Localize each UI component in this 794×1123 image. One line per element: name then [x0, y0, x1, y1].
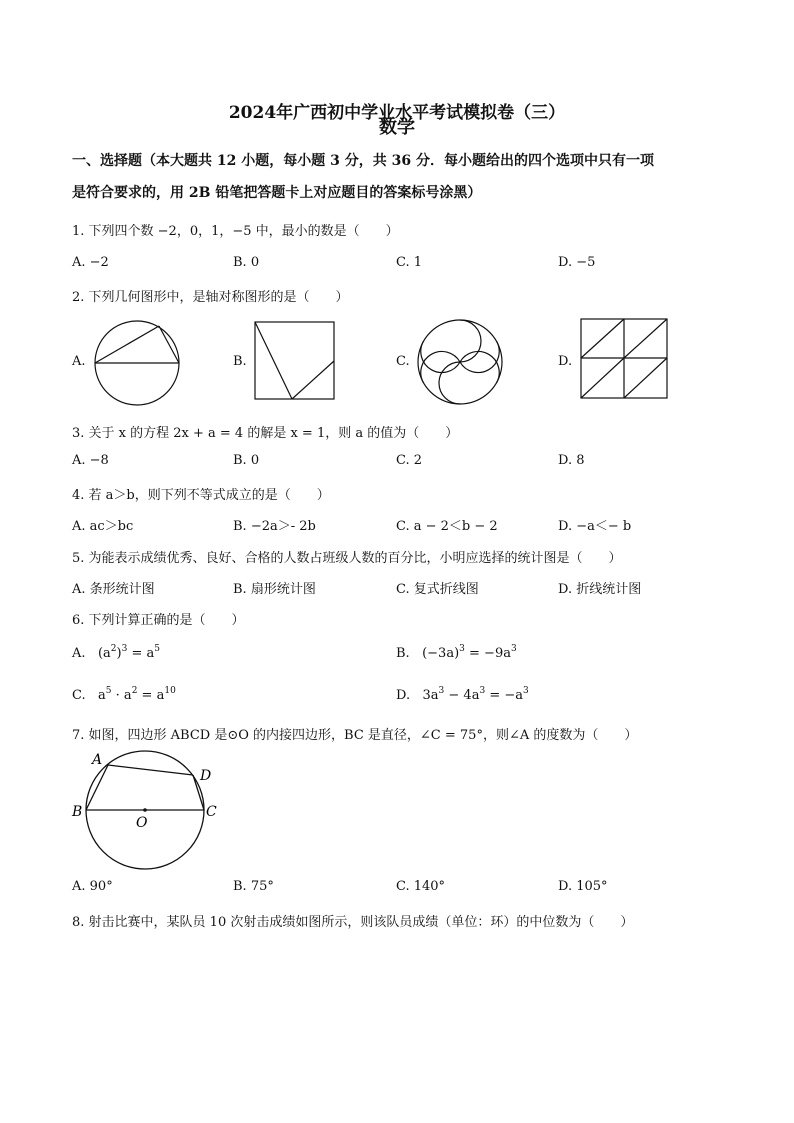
q5-option-a: A. 条形统计图 — [72, 582, 155, 597]
q2-figure-a — [90, 318, 184, 408]
q7-option-b: B. 75° — [233, 879, 274, 894]
point-label-d: D — [200, 768, 212, 784]
q3-option-d: D. 8 — [558, 453, 585, 468]
q5-option-d: D. 折线统计图 — [558, 582, 642, 597]
point-label-a: A — [92, 752, 103, 768]
q1-option-b: B. 0 — [233, 255, 260, 270]
page-title: 2024年广西初中学业水平考试模拟卷（三） — [228, 103, 566, 123]
q7-circle-figure — [72, 745, 232, 875]
q2-label-c: C. — [396, 354, 410, 369]
q2-figure-d — [580, 318, 668, 400]
question-3-stem: 3. 关于 x 的方程 2x + a = 4 的解是 x = 1，则 a 的值为（ ） — [72, 426, 459, 441]
q6-option-b: B. $(-3a)^3 = -9a^3$ — [396, 644, 517, 661]
q6-option-d: D. $3a^3 - 4a^3 = -a^3$ — [396, 686, 529, 703]
point-label-c: C — [206, 804, 217, 820]
question-6-stem: 6. 下列计算正确的是（ ） — [72, 613, 245, 628]
q6-option-b-label: B. — [396, 646, 410, 661]
q4-option-a: A. ac＞bc — [72, 519, 134, 534]
question-2-stem: 2. 下列几何图形中，是轴对称图形的是（ ） — [72, 290, 349, 305]
question-5-stem: 5. 为能表示成绩优秀、良好、合格的人数占班级人数的百分比，小明应选择的统计图是（ ） — [72, 551, 622, 566]
q2-figure-c — [416, 318, 504, 406]
question-7-stem: 7. 如图，四边形 ABCD 是⊙O 的内接四边形，BC 是直径，∠C = 75°，则∠A 的度数为（ ） — [72, 728, 638, 743]
q4-option-b: B. −2a＞- 2b — [233, 519, 316, 534]
q1-option-c: C. 1 — [396, 255, 423, 270]
question-4-stem: 4. 若 a＞b，则下列不等式成立的是（ ） — [72, 488, 330, 503]
q6-option-a: A. $(a^2)^3 = a^5$ — [72, 644, 160, 661]
q7-option-c: C. 140° — [396, 879, 446, 894]
q5-option-b: B. 扇形统计图 — [233, 582, 316, 597]
subject-title: 数学 — [379, 117, 415, 138]
q3-option-c: C. 2 — [396, 453, 423, 468]
question-8-stem: 8. 射击比赛中，某队员 10 次射击成绩如图所示，则该队员成绩（单位：环）的中位数为（ ） — [72, 915, 634, 930]
q1-option-a: A. −2 — [72, 255, 109, 270]
q4-option-c: C. a − 2＜b − 2 — [396, 519, 498, 534]
q7-option-a: A. 90° — [72, 879, 113, 894]
q7-option-d: D. 105° — [558, 879, 608, 894]
q4-option-d: D. −a＜− b — [558, 519, 632, 534]
q2-label-b: B. — [233, 354, 247, 369]
question-1-stem: 1. 下列四个数 −2，0，1，−5 中，最小的数是（ ） — [72, 224, 399, 239]
q1-option-d: D. −5 — [558, 255, 596, 270]
q2-figure-b — [254, 321, 336, 401]
q3-option-a: A. −8 — [72, 453, 109, 468]
section-heading-line2: 是符合要求的，用 2B 铅笔把答题卡上对应题目的答案标号涂黑） — [72, 185, 482, 201]
q3-option-b: B. 0 — [233, 453, 260, 468]
q2-label-d: D. — [558, 354, 573, 369]
q6-option-c: C. $a^5 \cdot a^2 = a^{10}$ — [72, 686, 176, 703]
q6-option-d-label: D. — [396, 688, 411, 703]
q5-option-c: C. 复式折线图 — [396, 582, 479, 597]
q6-option-a-label: A. — [72, 646, 86, 661]
section-heading-line1: 一、选择题（本大题共 12 小题，每小题 3 分，共 36 分．每小题给出的四个选项中只有一项 — [72, 153, 654, 169]
point-label-o: O — [136, 815, 148, 831]
q2-label-a: A. — [72, 354, 86, 369]
q6-option-c-label: C. — [72, 688, 86, 703]
point-label-b: B — [72, 804, 83, 820]
